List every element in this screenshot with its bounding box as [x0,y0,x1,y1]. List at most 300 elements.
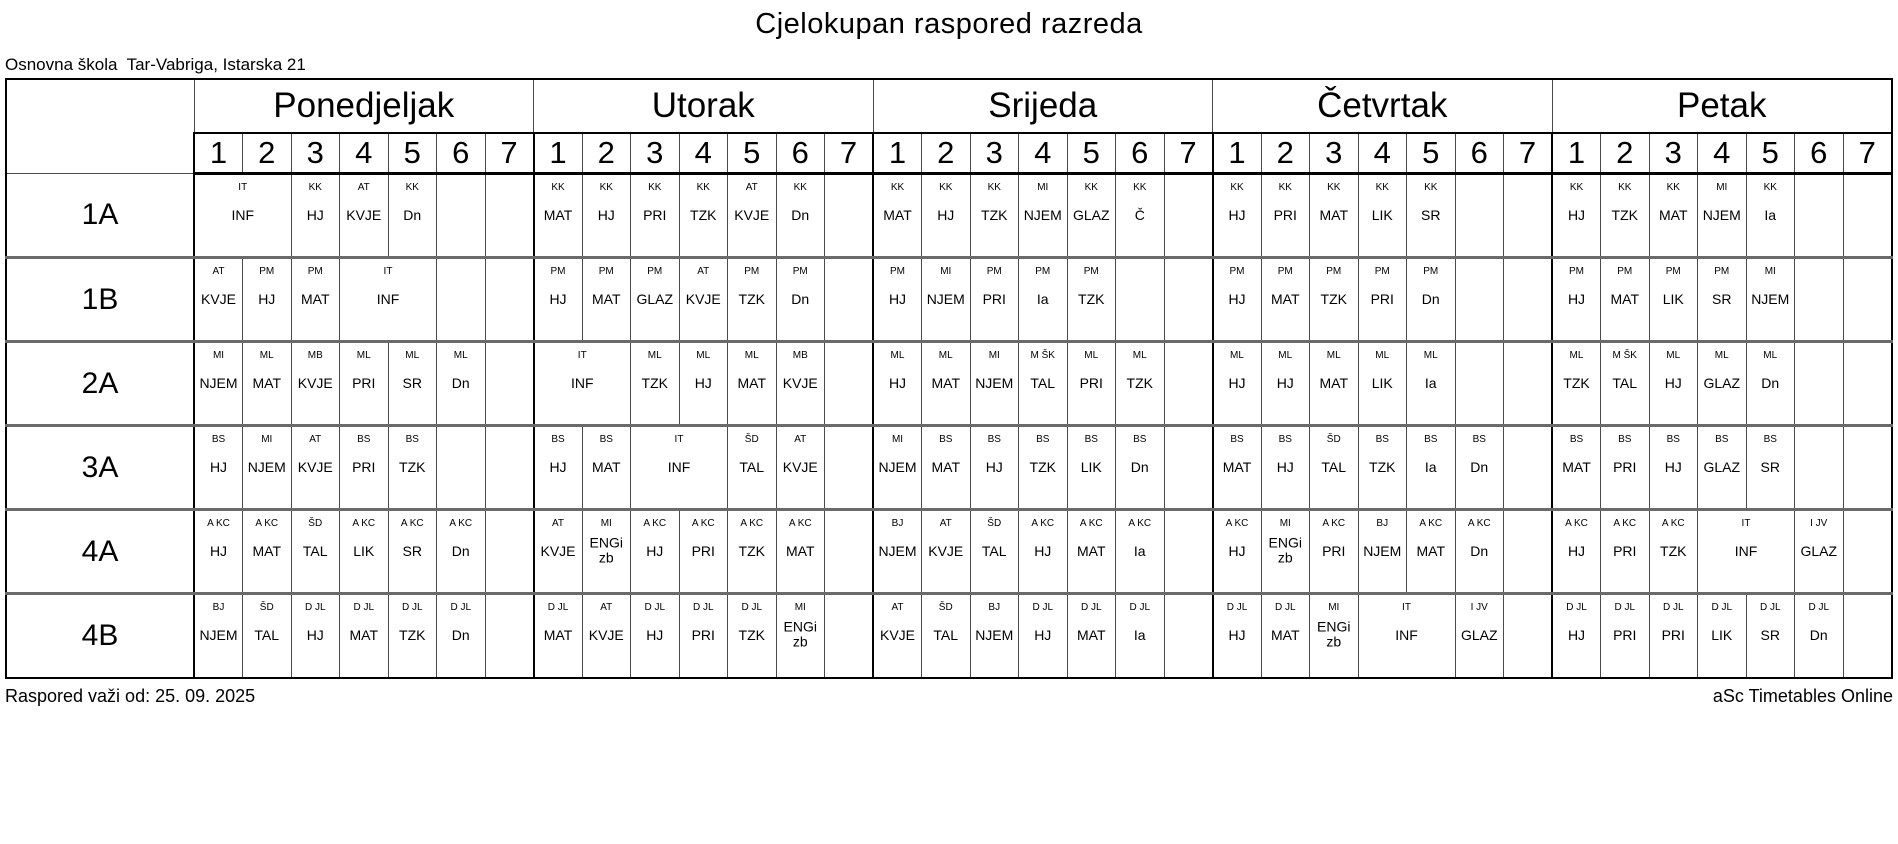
subject-code: TZK [1611,206,1638,223]
lesson-cell [631,342,680,426]
subject-code: NJEM [926,290,965,307]
subject-code: Dn [1809,626,1828,643]
subject-code: MAT [252,374,281,391]
teacher-code: D JL [401,602,423,613]
class-name: 1B [6,258,194,342]
subject-code: ENGi zb [783,618,817,650]
lesson-cell [1019,342,1068,426]
day-header-4: Četvrtak [1213,79,1553,133]
teacher-code: ML [1326,350,1341,361]
subject-code: Dn [451,374,470,391]
subject-code: HJ [258,290,276,307]
lesson-cell [1552,342,1601,426]
teacher-code: KK [551,182,565,193]
teacher-code: AT [309,434,322,445]
teacher-code: KK [405,182,419,193]
subject-code: PRI [1613,626,1637,643]
lesson-cell [1698,342,1747,426]
teacher-code: D JL [1566,602,1587,613]
teacher-code: IT [1402,602,1411,613]
lesson-cell [1746,258,1795,342]
lesson-cell [1601,426,1650,510]
period-number: 7 [485,133,534,174]
lesson-cell [1213,594,1262,678]
teacher-code: BS [939,434,953,445]
lesson-cell [1552,174,1601,258]
lesson-cell [728,342,777,426]
lesson-cell [1455,594,1504,678]
empty-cell [1164,342,1213,426]
lesson-cell [1310,342,1359,426]
teacher-code: PM [1423,266,1439,277]
lesson-cell [1019,594,1068,678]
teacher-code: KK [308,182,322,193]
subject-code: HJ [1228,206,1246,223]
period-number: 5 [728,133,777,174]
subject-code: TZK [1078,290,1105,307]
lesson-cell [1261,594,1310,678]
lesson-cell [1261,426,1310,510]
teacher-code: KK [939,182,953,193]
teacher-code: AT [357,182,370,193]
subject-code: Dn [1761,374,1780,391]
subject-code: KVJE [200,290,236,307]
subject-code: PRI [1661,626,1685,643]
empty-cell [1164,258,1213,342]
lesson-cell [776,174,825,258]
teacher-code: PM [792,266,808,277]
teacher-code: A KC [1565,518,1588,529]
subject-code: MAT [543,206,573,223]
teacher-code: PM [1617,266,1633,277]
period-number: 7 [1843,133,1892,174]
teacher-code: PM [744,266,760,277]
subject-code: MAT [1076,542,1106,559]
teacher-code: PM [259,266,275,277]
lesson-cell [873,510,922,594]
lesson-cell [776,342,825,426]
subject-code: TAL [981,542,1007,559]
subject-code: HJ [888,290,907,307]
subject-code: KVJE [928,542,964,559]
teacher-code: PM [1374,266,1390,277]
subject-code: HJ [1664,458,1682,475]
teacher-code: D JL [1662,602,1684,613]
lesson-cell [291,174,340,258]
empty-cell [485,426,534,510]
lesson-cell [534,174,583,258]
teacher-code: A KC [1128,518,1152,529]
lesson-cell [1358,510,1407,594]
lesson-cell [1407,342,1456,426]
teacher-code: M ŠK [1030,350,1055,361]
subject-code: MAT [1076,626,1106,643]
subject-code: PRI [643,206,667,223]
subject-code: HJ [1034,542,1052,559]
lesson-cell [388,510,437,594]
lesson-cell [291,426,340,510]
teacher-code: ŠD [1326,434,1341,445]
subject-code: Dn [403,206,422,223]
lesson-cell [1649,510,1698,594]
lesson-cell [1261,258,1310,342]
period-number: 4 [340,133,389,174]
teacher-code: PM [1326,266,1342,277]
teacher-code: ML [453,350,468,361]
lesson-cell [776,594,825,678]
teacher-code: MI [1037,182,1049,193]
teacher-code: D JL [304,602,326,613]
lesson-cell [243,510,292,594]
lesson-cell [1698,174,1747,258]
teacher-code: D JL [1274,602,1296,613]
subject-code: GLAZ [636,290,674,307]
subject-code: NJEM [878,542,917,559]
lesson-cell [631,258,680,342]
period-number: 4 [679,133,728,174]
lesson-cell [582,594,631,678]
period-number: 4 [1698,133,1747,174]
lesson-cell [1649,174,1698,258]
lesson-cell [873,594,922,678]
subject-code: HJ [209,542,228,559]
lesson-cell [1358,258,1407,342]
empty-cell [1843,342,1892,426]
teacher-code: AT [212,266,225,277]
lesson-cell [582,174,631,258]
teacher-code: BS [211,434,226,445]
subject-code: Dn [791,290,810,307]
teacher-code: ML [1569,350,1584,361]
lesson-cell [970,258,1019,342]
teacher-code: ML [1278,350,1293,361]
subject-code: PRI [982,290,1006,307]
teacher-code: BS [1133,434,1147,445]
lesson-cell [388,426,437,510]
lesson-cell [1310,174,1359,258]
teacher-code: BJ [891,518,904,529]
subject-code: GLAZ [1703,458,1741,475]
lesson-cell [291,594,340,678]
subject-code: MAT [1562,458,1591,475]
lesson-cell [340,594,389,678]
empty-cell [1843,594,1892,678]
teacher-code: BJ [1376,518,1389,529]
teacher-code: PM [1569,266,1584,277]
teacher-code: KK [987,182,1001,193]
teacher-code: ML [1666,350,1681,361]
lesson-cell [1601,342,1650,426]
lesson-cell [534,258,583,342]
subject-code: Ia [1764,206,1777,223]
subject-code: KVJE [879,626,915,643]
subject-code: HJ [1567,290,1586,307]
teacher-code: AT [891,602,904,613]
subject-code: HJ [1567,542,1586,559]
lesson-cell [194,174,291,258]
lesson-cell [291,510,340,594]
teacher-code: BS [1618,434,1632,445]
teacher-code: KK [1278,182,1292,193]
teacher-code: BJ [212,602,225,613]
teacher-code: AT [794,434,807,445]
empty-cell [1795,258,1844,342]
subject-code: KVJE [297,458,333,475]
teacher-code: ŠD [308,518,323,529]
lesson-cell [1552,426,1601,510]
teacher-code: A KC [1031,518,1055,529]
subject-code: TZK [738,542,765,559]
subject-code: Dn [451,626,470,643]
lesson-cell [1358,426,1407,510]
teacher-code: AT [600,602,613,613]
teacher-code: IT [577,350,587,361]
subject-code: Dn [1470,458,1489,475]
subject-code: Č [1134,206,1145,223]
subject-code: MAT [1270,290,1300,307]
teacher-code: ML [259,350,274,361]
teacher-code: PM [1035,266,1051,277]
lesson-cell [582,510,631,594]
subject-code: HJ [1034,626,1052,643]
teacher-code: AT [551,518,565,529]
lesson-cell [1358,174,1407,258]
teacher-code: A KC [1079,518,1103,529]
timetable [5,78,1893,679]
lesson-cell [631,426,728,510]
lesson-cell [679,510,728,594]
teacher-code: MI [212,350,225,361]
subject-code: NJEM [1702,206,1741,223]
lesson-cell [1067,342,1116,426]
lesson-cell [194,426,243,510]
subject-code: INF [376,290,400,307]
teacher-code: BS [357,434,371,445]
period-number: 2 [243,133,292,174]
empty-cell [485,258,534,342]
period-number: 1 [194,133,243,174]
empty-cell [1455,258,1504,342]
teacher-code: D JL [692,602,714,613]
teacher-code: ŠD [259,602,274,613]
lesson-cell [776,258,825,342]
empty-cell [485,594,534,678]
subject-code: SR [1760,626,1780,643]
subject-code: NJEM [1363,542,1402,559]
lesson-cell [922,594,971,678]
teacher-code: A KC [1467,518,1491,529]
teacher-code: KK [1084,182,1098,193]
subject-code: GLAZ [1072,206,1110,223]
teacher-code: D JL [1226,602,1248,613]
lesson-cell [340,426,389,510]
teacher-code: BS [1278,434,1292,445]
teacher-code: ŠD [938,602,953,613]
subject-code: NJEM [1023,206,1062,223]
empty-cell [485,342,534,426]
lesson-cell [1746,594,1795,678]
teacher-code: MI [794,602,806,613]
lesson-cell [922,426,971,510]
teacher-code: IT [383,266,393,277]
period-number: 6 [776,133,825,174]
subject-code: HJ [1228,374,1246,391]
teacher-code: D JL [1759,602,1781,613]
teacher-code: D JL [1032,602,1054,613]
subject-code: HJ [306,626,324,643]
teacher-code: ML [1423,350,1438,361]
teacher-code: IT [1741,518,1751,529]
subject-code: Ia [1424,458,1437,475]
lesson-cell [1407,258,1456,342]
subject-code: NJEM [975,374,1014,391]
empty-cell [1164,426,1213,510]
lesson-cell [1067,426,1116,510]
subject-code: PRI [1370,290,1394,307]
period-number: 2 [922,133,971,174]
empty-cell [1504,174,1553,258]
subject-code: MAT [1610,290,1639,307]
subject-code: PRI [1613,458,1637,475]
teacher-code: BS [551,434,565,445]
lesson-cell [1407,174,1456,258]
lesson-cell [194,510,243,594]
teacher-code: BS [1763,434,1777,445]
lesson-cell [1116,594,1165,678]
lesson-cell [1746,426,1795,510]
subject-code: ENGi zb [589,534,623,565]
teacher-code: ML [1084,350,1099,361]
teacher-code: ML [890,350,905,361]
subject-code: INF [231,206,255,223]
subject-code: TAL [739,458,765,475]
lesson-cell [1455,510,1504,594]
teacher-code: MI [891,434,904,445]
lesson-cell [1358,594,1455,678]
subject-code: TAL [1030,374,1056,391]
teacher-code: MI [600,518,612,529]
subject-code: LIK [1080,458,1102,475]
lesson-cell [1116,510,1165,594]
valid-from-label: Raspored važi od: 25. 09. 2025 [5,685,256,706]
lesson-cell [970,594,1019,678]
teacher-code: KK [890,182,905,193]
subject-code: SR [1760,458,1780,475]
day-header-5: Petak [1552,79,1892,133]
period-number: 1 [534,133,583,174]
subject-code: TZK [738,626,765,643]
teacher-code: ML [1132,350,1147,361]
teacher-code: D JL [1614,602,1636,613]
subject-code: ENGi zb [1317,618,1351,650]
teacher-code: MB [307,350,323,361]
teacher-code: KK [1569,182,1584,193]
lesson-cell [340,510,389,594]
period-number: 5 [1407,133,1456,174]
subject-code: LIK [353,542,375,559]
teacher-code: I JV [1810,518,1828,529]
subject-code: MAT [1270,626,1300,643]
subject-code: TAL [302,542,328,559]
brand-label: aSc Timetables Online [1712,685,1893,706]
lesson-cell [776,426,825,510]
period-number: 7 [1164,133,1213,174]
lesson-cell [922,174,971,258]
teacher-code: D JL [450,602,472,613]
teacher-code: BS [1472,434,1486,445]
period-number: 5 [1746,133,1795,174]
subject-code: MAT [349,626,378,643]
subject-code: TAL [1612,374,1638,391]
lesson-cell [1310,426,1359,510]
teacher-code: D JL [547,602,569,613]
lesson-cell [194,594,243,678]
lesson-cell [243,258,292,342]
subject-code: NJEM [1751,290,1790,307]
subject-code: HJ [549,458,567,475]
teacher-code: BS [1036,434,1050,445]
lesson-cell [1455,426,1504,510]
subject-code: KVJE [588,626,624,643]
subject-code: HJ [549,290,567,307]
lesson-cell [1795,510,1844,594]
subject-code: LIK [1662,290,1684,307]
class-name: 1A [6,174,194,258]
subject-code: Dn [1470,542,1489,559]
teacher-code: BS [1666,434,1680,445]
lesson-cell [1649,258,1698,342]
lesson-cell [534,426,583,510]
subject-code: GLAZ [1703,374,1741,391]
empty-cell [1843,510,1892,594]
lesson-cell [1067,594,1116,678]
lesson-cell [534,510,583,594]
period-number: 3 [970,133,1019,174]
teacher-code: AT [697,266,710,277]
subject-code: HJ [694,374,712,391]
period-number: 2 [1601,133,1650,174]
subject-code: HJ [597,206,615,223]
lesson-cell [1552,594,1601,678]
subject-code: KVJE [685,290,721,307]
teacher-code: ML [1763,350,1778,361]
corner-cell [6,79,194,174]
teacher-code: ML [1375,350,1390,361]
teacher-code: A KC [1225,518,1249,529]
footer [5,686,1893,707]
lesson-cell [728,510,777,594]
subject-code: KVJE [297,374,333,391]
teacher-code: A KC [691,518,715,529]
empty-cell [437,426,486,510]
subject-code: MAT [737,374,766,391]
lesson-cell [1698,594,1747,678]
subject-code: NJEM [199,374,238,391]
empty-cell [1843,426,1892,510]
school-name: Osnovna škola Tar-Vabriga, Istarska 21 [5,55,306,74]
subject-code: MAT [1658,206,1688,223]
subject-code: PRI [352,458,376,475]
teacher-code: A KC [788,518,812,529]
lesson-cell [679,258,728,342]
teacher-code: D JL [1711,602,1733,613]
lesson-cell [1067,510,1116,594]
period-number: 3 [1649,133,1698,174]
lesson-cell [1649,342,1698,426]
teacher-code: BS [1715,434,1729,445]
lesson-cell [873,258,922,342]
subject-code: MAT [1416,542,1445,559]
